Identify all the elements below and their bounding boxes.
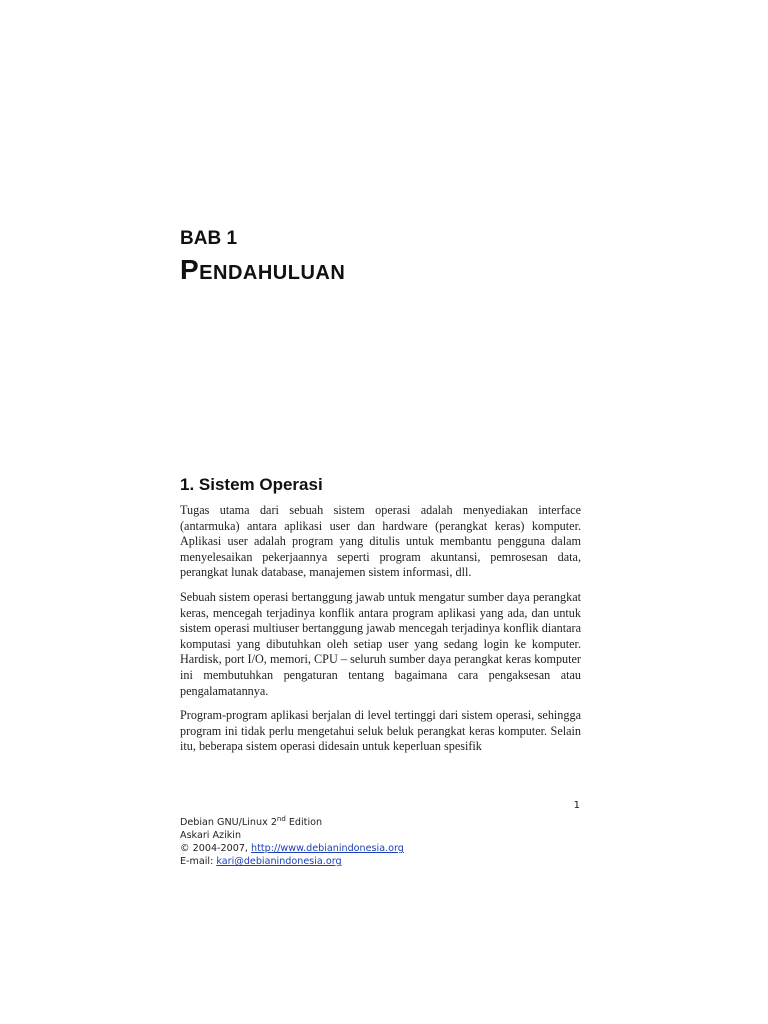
footer-edition <box>180 813 404 829</box>
chapter-label: BAB 1 <box>180 228 238 249</box>
copyright-text: © 2004-2007, <box>180 843 252 855</box>
page-number: 1 <box>573 800 580 811</box>
footer <box>180 813 404 868</box>
paragraph-1: Tugas utama dari sebuah sistem operasi adalah menyediakan interface (antarmuka) antara aplikasi user dan hardware (perangkat keras) komputer. Aplikasi user adalah program yang ditulis untuk membantu pengguna dalam menyelesaikan pekerjaannya seperti program akuntansi, pemrosesan data, perangkat lunak database, manajemen sistem informasi, dll. <box>180 503 581 580</box>
email-link[interactable]: kari@debianindonesia.org <box>216 856 342 868</box>
footer-email-line <box>180 855 404 868</box>
footer-author: Askari Azikin <box>180 830 242 842</box>
edition-sup: nd <box>276 815 286 823</box>
paragraph-3: Program-program aplikasi berjalan di level tertinggi dari sistem operasi, sehingga program ini tidak perlu mengetahui seluk beluk perangkat keras komputer. Selain itu, beberapa sistem operasi didesain untuk keperluan spesifik <box>180 708 581 754</box>
chapter-title: Pendahuluan <box>180 254 346 285</box>
website-link[interactable]: http://www.debianindonesia.org <box>251 843 404 855</box>
footer-copyright-line <box>180 842 404 855</box>
edition-suffix: Edition <box>285 817 323 829</box>
edition-prefix: Debian GNU/Linux 2 <box>180 817 277 829</box>
section-body <box>180 503 581 764</box>
section-heading: 1. Sistem Operasi <box>180 475 323 494</box>
email-label: E-mail: <box>180 856 217 868</box>
paragraph-2: Sebuah sistem operasi bertanggung jawab untuk mengatur sumber daya perangkat keras, mencegah terjadinya konflik antara program aplikasi yang ada, dan untuk sistem operasi multiuser bertanggung jawab mencegah terjadinya konflik diantara komputasi yang dibutuhkan oleh setiap user yang sedang login ke komputer. Hardisk, port I/O, memori, CPU – seluruh sumber daya perangkat keras komputer ini membutuhkan pengaturan tentang bagaimana cara pengaksesan atau pengalamatannya. <box>180 589 581 698</box>
